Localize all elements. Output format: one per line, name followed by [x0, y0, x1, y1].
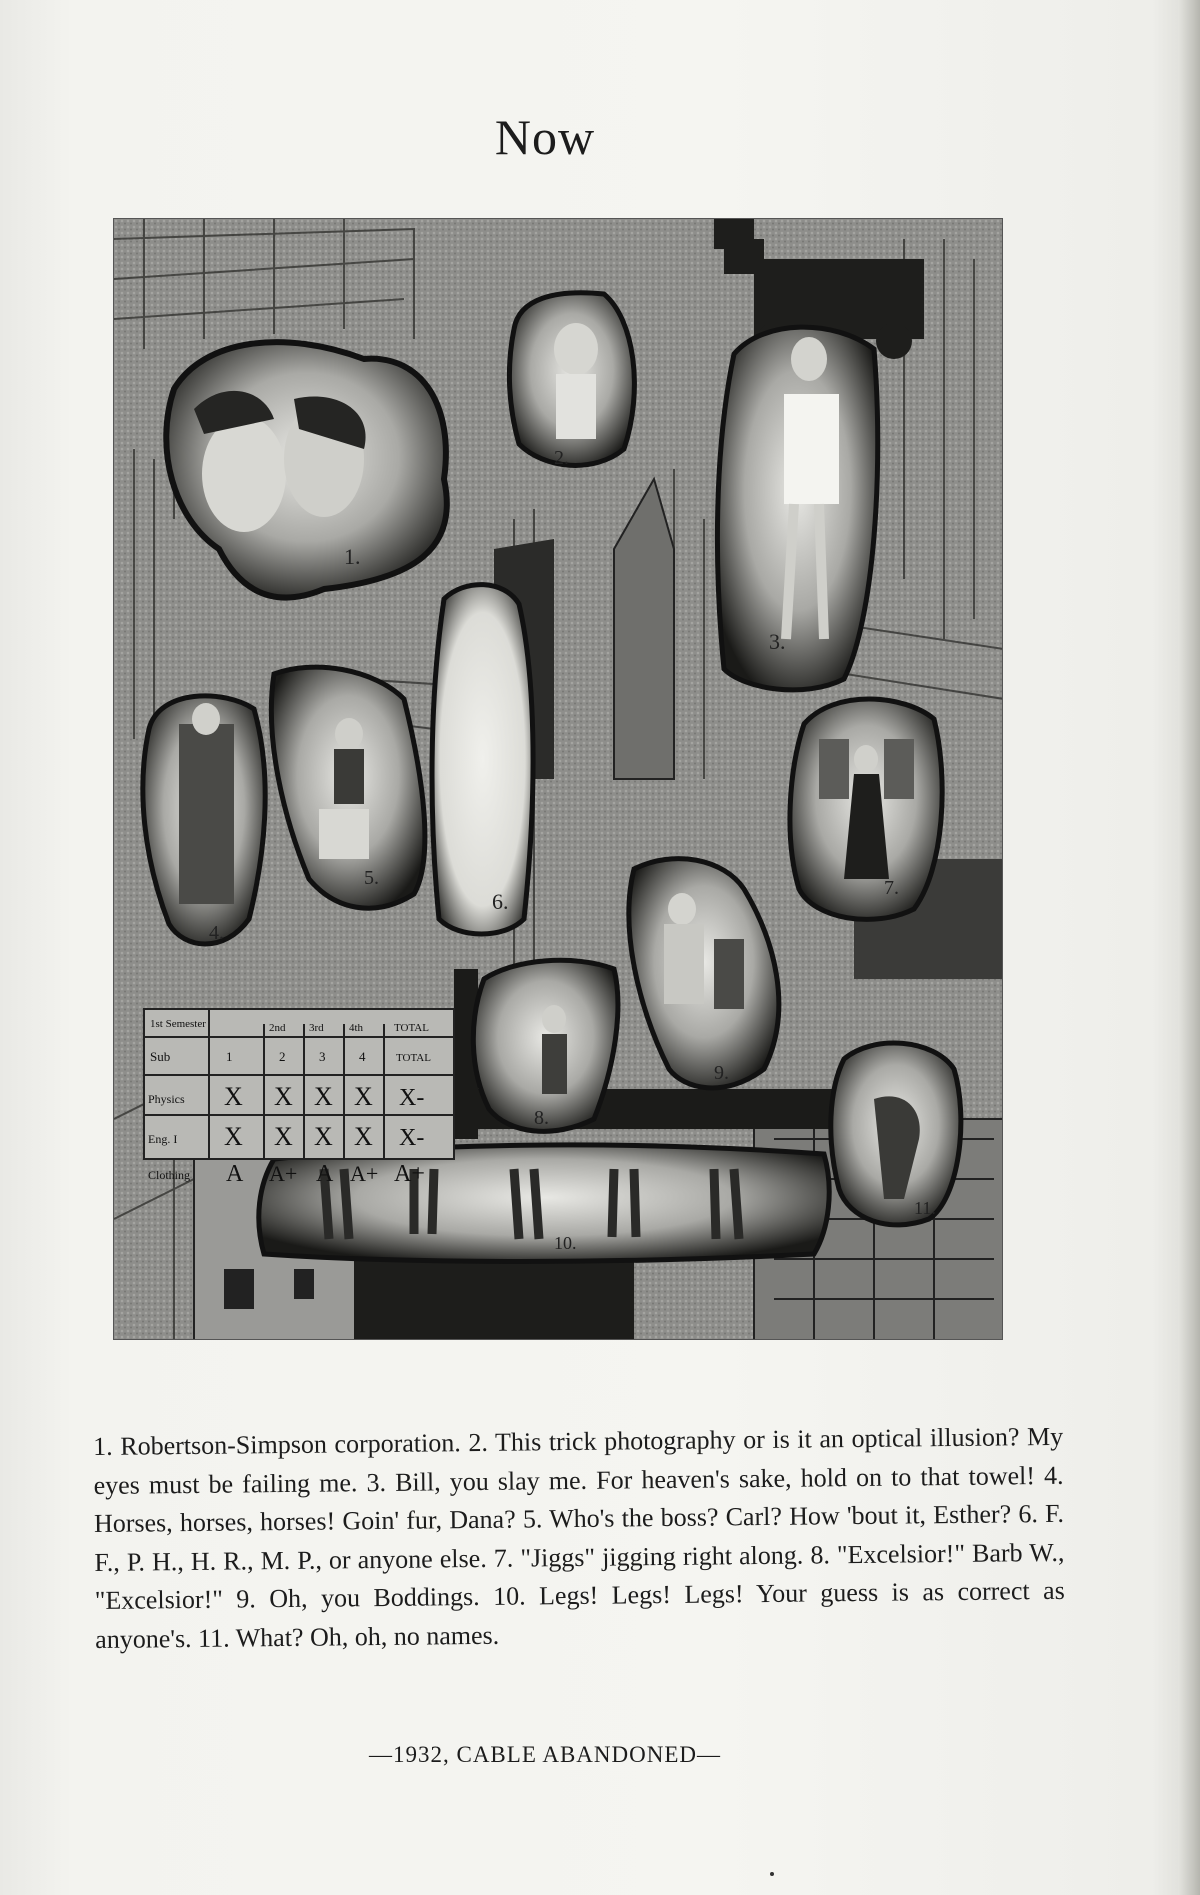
grade-cell: A+ [269, 1161, 298, 1186]
photo-4 [143, 696, 265, 944]
photo-4-label: 4. [209, 922, 224, 944]
grade-cell: X [274, 1082, 293, 1111]
grade-cell: 1 [226, 1049, 233, 1064]
grade-cell: A+ [394, 1161, 425, 1187]
photo-6 [432, 585, 533, 934]
photo-8 [473, 960, 618, 1131]
photo-11 [831, 1043, 961, 1225]
grade-cell: X [274, 1122, 293, 1151]
page-footer: —1932, CABLE ABANDONED— [368, 1742, 722, 1767]
grade-cell: A [316, 1161, 334, 1187]
grade-row-label: Clothing [148, 1168, 191, 1182]
photo-collage [113, 218, 1003, 1340]
photo-3-label: 3. [769, 629, 786, 654]
page-binding-edge [1178, 0, 1200, 1895]
photo-7-label: 7. [884, 877, 899, 899]
ink-dot [770, 1872, 774, 1876]
grade-cell: 2 [279, 1049, 286, 1064]
photo-10-label: 10. [554, 1233, 577, 1253]
grade-cell: X [354, 1122, 373, 1151]
grade-cell: 3 [319, 1049, 326, 1064]
grade-row-label: Eng. I [148, 1132, 178, 1146]
grade-row-label: Sub [150, 1049, 171, 1064]
collage-artwork [114, 219, 1003, 1340]
grade-header-2: 2nd [269, 1022, 286, 1034]
page-title: Now [494, 109, 596, 165]
grade-row-label: Physics [148, 1092, 185, 1106]
photo-6-label: 6. [492, 889, 509, 914]
grade-cell: X [224, 1122, 243, 1151]
photo-9-label: 9. [714, 1062, 729, 1084]
grade-cell: TOTAL [396, 1052, 431, 1064]
grade-cell: X [314, 1122, 333, 1151]
grade-cell: 4 [359, 1049, 366, 1064]
grade-cell: X- [399, 1125, 425, 1151]
grade-cell: X [354, 1082, 373, 1111]
grade-header-3: 3rd [309, 1022, 324, 1034]
photo-1-label: 1. [344, 544, 361, 569]
photo-5-label: 5. [364, 867, 379, 889]
photo-2-label: 2. [554, 447, 569, 469]
grade-cell: X- [399, 1085, 425, 1111]
photo-3 [717, 327, 877, 690]
grade-cell: X [314, 1082, 333, 1111]
photo-caption: 1. Robertson-Simpson corporation. 2. This trick photography or is it an optical illusion? My eyes must be failing me. 3. Bill, you slay me. For heaven's sake, hold on to that towel! 4. Horses, horses, horses! Goin' fur, Dana? 5. Who's the boss? Carl? How 'bout it, Esther? 6. F. F., P. H., H. R., M. P., or anyone else. 7. "Jiggs" jigging right along. 8. "Excelsior!" Barb W., "Excelsior!" 9. Oh, you Boddings. 10. Legs! Legs! Legs! Your guess is as correct as anyone's. 11. What? Oh, oh, no names. [93, 1421, 1065, 1654]
photo-10 [259, 1145, 829, 1262]
photo-11-label: 11. [914, 1198, 936, 1218]
grade-header-4: 4th [349, 1022, 364, 1034]
grade-header-1: 1st Semester [150, 1018, 206, 1030]
grade-cell: A+ [350, 1161, 379, 1186]
grade-cell: X [224, 1082, 243, 1111]
grade-header-5: TOTAL [394, 1022, 429, 1034]
photo-8-label: 8. [534, 1107, 549, 1129]
grade-cell: A [226, 1161, 244, 1187]
photo-2 [509, 293, 634, 469]
photo-7 [790, 699, 942, 919]
